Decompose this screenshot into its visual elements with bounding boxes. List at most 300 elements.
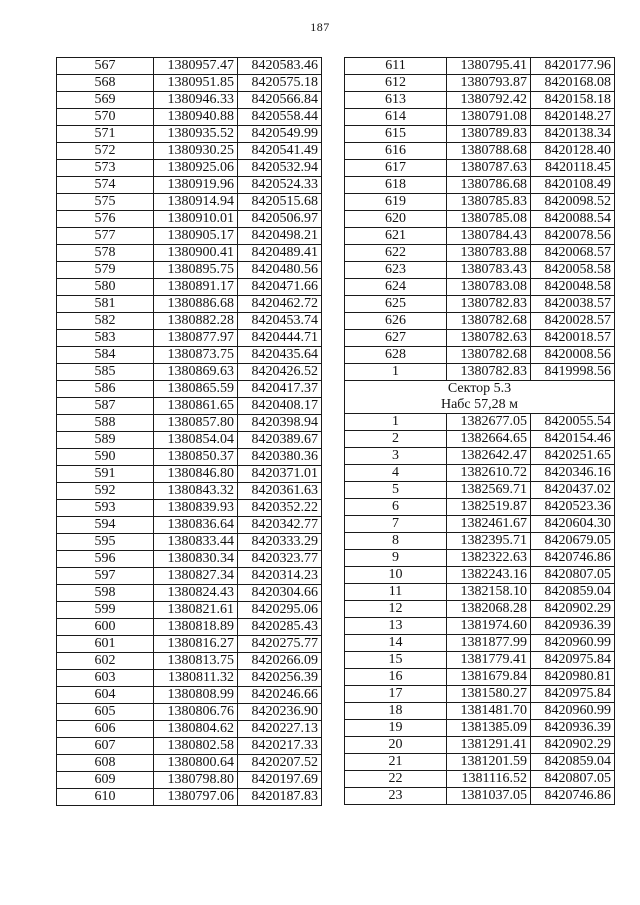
point-number-cell: 576 (57, 211, 154, 228)
y-coordinate-cell: 8420380.36 (238, 449, 322, 466)
point-number-cell: 626 (345, 313, 447, 330)
x-coordinate-cell: 1381877.99 (447, 635, 531, 652)
point-number-cell: 581 (57, 296, 154, 313)
y-coordinate-cell: 8420098.52 (531, 194, 615, 211)
y-coordinate-cell: 8420028.57 (531, 313, 615, 330)
y-coordinate-cell: 8420746.86 (531, 550, 615, 567)
point-number-cell: 570 (57, 109, 154, 126)
table-row (57, 449, 322, 466)
x-coordinate-cell: 1380877.97 (154, 330, 238, 347)
table-row (57, 109, 322, 126)
x-coordinate-cell: 1380792.42 (447, 92, 531, 109)
x-coordinate-cell: 1381291.41 (447, 737, 531, 754)
x-coordinate-cell: 1380850.37 (154, 449, 238, 466)
y-coordinate-cell: 8420859.04 (531, 584, 615, 601)
y-coordinate-cell: 8420295.06 (238, 602, 322, 619)
y-coordinate-cell: 8420408.17 (238, 398, 322, 415)
x-coordinate-cell: 1380785.08 (447, 211, 531, 228)
point-number-cell: 604 (57, 687, 154, 704)
table-row (345, 465, 615, 482)
point-number-cell: 592 (57, 483, 154, 500)
y-coordinate-cell: 8420426.52 (238, 364, 322, 381)
x-coordinate-cell: 1380787.63 (447, 160, 531, 177)
x-coordinate-cell: 1381037.05 (447, 788, 531, 805)
x-coordinate-cell: 1381580.27 (447, 686, 531, 703)
table-row (345, 499, 615, 516)
y-coordinate-cell: 8420246.66 (238, 687, 322, 704)
table-row (345, 194, 615, 211)
x-coordinate-cell: 1380791.08 (447, 109, 531, 126)
y-coordinate-cell: 8420435.64 (238, 347, 322, 364)
point-number-cell: 590 (57, 449, 154, 466)
y-coordinate-cell: 8420558.44 (238, 109, 322, 126)
table-row (345, 75, 615, 92)
y-coordinate-cell: 8420361.63 (238, 483, 322, 500)
point-number-cell: 603 (57, 670, 154, 687)
table-row (57, 143, 322, 160)
y-coordinate-cell: 8420453.74 (238, 313, 322, 330)
point-number-cell: 619 (345, 194, 447, 211)
x-coordinate-cell: 1382461.67 (447, 516, 531, 533)
x-coordinate-cell: 1380882.28 (154, 313, 238, 330)
point-number-cell: 617 (345, 160, 447, 177)
y-coordinate-cell: 8420078.56 (531, 228, 615, 245)
point-number-cell: 19 (345, 720, 447, 737)
y-coordinate-cell: 8420975.84 (531, 652, 615, 669)
table-row (345, 347, 615, 364)
x-coordinate-cell: 1380830.34 (154, 551, 238, 568)
y-coordinate-cell: 8420275.77 (238, 636, 322, 653)
table-row (345, 669, 615, 686)
y-coordinate-cell: 8420148.27 (531, 109, 615, 126)
y-coordinate-cell: 8420489.41 (238, 245, 322, 262)
point-number-cell: 606 (57, 721, 154, 738)
table-row (345, 211, 615, 228)
y-coordinate-cell: 8420008.56 (531, 347, 615, 364)
table-row (57, 721, 322, 738)
x-coordinate-cell: 1380895.75 (154, 262, 238, 279)
point-number-cell: 607 (57, 738, 154, 755)
point-number-cell: 577 (57, 228, 154, 245)
y-coordinate-cell: 8420058.58 (531, 262, 615, 279)
y-coordinate-cell: 8420055.54 (531, 414, 615, 431)
table-row (57, 755, 322, 772)
table-row (345, 788, 615, 805)
point-number-cell: 588 (57, 415, 154, 432)
y-coordinate-cell: 8420807.05 (531, 771, 615, 788)
x-coordinate-cell: 1380789.83 (447, 126, 531, 143)
x-coordinate-cell: 1380782.68 (447, 347, 531, 364)
page-number: 187 (310, 20, 330, 34)
y-coordinate-cell: 8420154.46 (531, 431, 615, 448)
point-number-cell: 1 (345, 414, 447, 431)
point-number-cell: 583 (57, 330, 154, 347)
point-number-cell: 585 (57, 364, 154, 381)
point-number-cell: 21 (345, 754, 447, 771)
y-coordinate-cell: 8420266.09 (238, 653, 322, 670)
x-coordinate-cell: 1380821.61 (154, 602, 238, 619)
table-row (345, 330, 615, 347)
point-number-cell: 572 (57, 143, 154, 160)
point-number-cell: 13 (345, 618, 447, 635)
point-number-cell: 15 (345, 652, 447, 669)
x-coordinate-cell: 1380808.99 (154, 687, 238, 704)
x-coordinate-cell: 1380839.93 (154, 500, 238, 517)
table-row (345, 279, 615, 296)
table-row (57, 500, 322, 517)
point-number-cell: 20 (345, 737, 447, 754)
x-coordinate-cell: 1380827.34 (154, 568, 238, 585)
x-coordinate-cell: 1380910.01 (154, 211, 238, 228)
point-number-cell: 598 (57, 585, 154, 602)
y-coordinate-cell: 8420314.23 (238, 568, 322, 585)
y-coordinate-cell: 8420256.39 (238, 670, 322, 687)
point-number-cell: 597 (57, 568, 154, 585)
x-coordinate-cell: 1380804.62 (154, 721, 238, 738)
x-coordinate-cell: 1382158.10 (447, 584, 531, 601)
table-row (57, 687, 322, 704)
point-number-cell: 18 (345, 703, 447, 720)
y-coordinate-cell: 8420462.72 (238, 296, 322, 313)
point-number-cell: 578 (57, 245, 154, 262)
table-row (57, 602, 322, 619)
y-coordinate-cell: 8420118.45 (531, 160, 615, 177)
y-coordinate-cell: 8419998.56 (531, 364, 615, 381)
point-number-cell: 591 (57, 466, 154, 483)
point-number-cell: 10 (345, 567, 447, 584)
point-number-cell: 613 (345, 92, 447, 109)
table-row (345, 92, 615, 109)
y-coordinate-cell: 8420444.71 (238, 330, 322, 347)
point-number-cell: 569 (57, 92, 154, 109)
y-coordinate-cell: 8420583.46 (238, 58, 322, 75)
table-row (57, 415, 322, 432)
y-coordinate-cell: 8420506.97 (238, 211, 322, 228)
y-coordinate-cell: 8420532.94 (238, 160, 322, 177)
table-row (57, 160, 322, 177)
x-coordinate-cell: 1381201.59 (447, 754, 531, 771)
table-row (57, 228, 322, 245)
x-coordinate-cell: 1380802.58 (154, 738, 238, 755)
y-coordinate-cell: 8420197.69 (238, 772, 322, 789)
x-coordinate-cell: 1380951.85 (154, 75, 238, 92)
point-number-cell: 4 (345, 465, 447, 482)
table-row (57, 279, 322, 296)
y-coordinate-cell: 8420168.08 (531, 75, 615, 92)
point-number-cell: 614 (345, 109, 447, 126)
table-row (57, 772, 322, 789)
table-row (345, 584, 615, 601)
point-number-cell: 11 (345, 584, 447, 601)
point-number-cell: 594 (57, 517, 154, 534)
point-number-cell: 14 (345, 635, 447, 652)
table-row (57, 483, 322, 500)
y-coordinate-cell: 8420158.18 (531, 92, 615, 109)
x-coordinate-cell: 1380905.17 (154, 228, 238, 245)
table-row (345, 245, 615, 262)
point-number-cell: 6 (345, 499, 447, 516)
x-coordinate-cell: 1381974.60 (447, 618, 531, 635)
point-number-cell: 609 (57, 772, 154, 789)
x-coordinate-cell: 1380785.83 (447, 194, 531, 211)
point-number-cell: 608 (57, 755, 154, 772)
x-coordinate-cell: 1380946.33 (154, 92, 238, 109)
table-row (57, 789, 322, 806)
y-coordinate-cell: 8420524.33 (238, 177, 322, 194)
table-row (57, 381, 322, 398)
table-row (57, 636, 322, 653)
point-number-cell: 568 (57, 75, 154, 92)
table-row (57, 211, 322, 228)
table-row (57, 245, 322, 262)
table-row (345, 58, 615, 75)
point-number-cell: 573 (57, 160, 154, 177)
sector-height-row (345, 397, 615, 414)
table-row (345, 635, 615, 652)
table-row (345, 448, 615, 465)
table-row (57, 619, 322, 636)
point-number-cell: 602 (57, 653, 154, 670)
point-number-cell: 17 (345, 686, 447, 703)
x-coordinate-cell: 1380786.68 (447, 177, 531, 194)
table-row (345, 652, 615, 669)
table-row (57, 398, 322, 415)
x-coordinate-cell: 1382642.47 (447, 448, 531, 465)
point-number-cell: 616 (345, 143, 447, 160)
x-coordinate-cell: 1382677.05 (447, 414, 531, 431)
y-coordinate-cell: 8420398.94 (238, 415, 322, 432)
x-coordinate-cell: 1382395.71 (447, 533, 531, 550)
table-row (57, 296, 322, 313)
y-coordinate-cell: 8420417.37 (238, 381, 322, 398)
x-coordinate-cell: 1380886.68 (154, 296, 238, 313)
y-coordinate-cell: 8420389.67 (238, 432, 322, 449)
coordinates-table-right (344, 57, 615, 805)
point-number-cell: 621 (345, 228, 447, 245)
y-coordinate-cell: 8420323.77 (238, 551, 322, 568)
point-number-cell: 5 (345, 482, 447, 499)
x-coordinate-cell: 1382243.16 (447, 567, 531, 584)
y-coordinate-cell: 8420048.58 (531, 279, 615, 296)
x-coordinate-cell: 1382610.72 (447, 465, 531, 482)
table-row (345, 482, 615, 499)
x-coordinate-cell: 1380833.44 (154, 534, 238, 551)
point-number-cell: 574 (57, 177, 154, 194)
x-coordinate-cell: 1380816.27 (154, 636, 238, 653)
point-number-cell: 8 (345, 533, 447, 550)
table-row (345, 516, 615, 533)
y-coordinate-cell: 8420342.77 (238, 517, 322, 534)
table-row (345, 126, 615, 143)
y-coordinate-cell: 8420236.90 (238, 704, 322, 721)
y-coordinate-cell: 8420018.57 (531, 330, 615, 347)
y-coordinate-cell: 8420371.01 (238, 466, 322, 483)
table-row (57, 585, 322, 602)
table-row (57, 330, 322, 347)
table-row (345, 296, 615, 313)
point-number-cell: 571 (57, 126, 154, 143)
x-coordinate-cell: 1380793.87 (447, 75, 531, 92)
x-coordinate-cell: 1380783.43 (447, 262, 531, 279)
y-coordinate-cell: 8420187.83 (238, 789, 322, 806)
point-number-cell: 586 (57, 381, 154, 398)
point-number-cell: 610 (57, 789, 154, 806)
y-coordinate-cell: 8420498.21 (238, 228, 322, 245)
y-coordinate-cell: 8420902.29 (531, 737, 615, 754)
y-coordinate-cell: 8420227.13 (238, 721, 322, 738)
table-row (345, 262, 615, 279)
point-number-cell: 620 (345, 211, 447, 228)
x-coordinate-cell: 1382519.87 (447, 499, 531, 516)
table-row (345, 414, 615, 431)
y-coordinate-cell: 8420566.84 (238, 92, 322, 109)
point-number-cell: 587 (57, 398, 154, 415)
y-coordinate-cell: 8420859.04 (531, 754, 615, 771)
y-coordinate-cell: 8420471.66 (238, 279, 322, 296)
point-number-cell: 567 (57, 58, 154, 75)
x-coordinate-cell: 1380900.41 (154, 245, 238, 262)
x-coordinate-cell: 1380782.83 (447, 364, 531, 381)
point-number-cell: 584 (57, 347, 154, 364)
x-coordinate-cell: 1380925.06 (154, 160, 238, 177)
y-coordinate-cell: 8420746.86 (531, 788, 615, 805)
table-row (345, 160, 615, 177)
table-row (57, 670, 322, 687)
x-coordinate-cell: 1380798.80 (154, 772, 238, 789)
point-number-cell: 618 (345, 177, 447, 194)
y-coordinate-cell: 8420515.68 (238, 194, 322, 211)
point-number-cell: 595 (57, 534, 154, 551)
y-coordinate-cell: 8420541.49 (238, 143, 322, 160)
table-row (57, 738, 322, 755)
x-coordinate-cell: 1380891.17 (154, 279, 238, 296)
x-coordinate-cell: 1380788.68 (447, 143, 531, 160)
y-coordinate-cell: 8420575.18 (238, 75, 322, 92)
table-row (57, 313, 322, 330)
y-coordinate-cell: 8420975.84 (531, 686, 615, 703)
point-number-cell: 596 (57, 551, 154, 568)
x-coordinate-cell: 1380914.94 (154, 194, 238, 211)
y-coordinate-cell: 8420068.57 (531, 245, 615, 262)
x-coordinate-cell: 1380818.89 (154, 619, 238, 636)
x-coordinate-cell: 1380782.63 (447, 330, 531, 347)
table-row (345, 313, 615, 330)
y-coordinate-cell: 8420138.34 (531, 126, 615, 143)
y-coordinate-cell: 8420346.16 (531, 465, 615, 482)
x-coordinate-cell: 1380854.04 (154, 432, 238, 449)
table-row (345, 771, 615, 788)
table-row (345, 533, 615, 550)
point-number-cell: 579 (57, 262, 154, 279)
y-coordinate-cell: 8420936.39 (531, 720, 615, 737)
x-coordinate-cell: 1380806.76 (154, 704, 238, 721)
table-row (57, 517, 322, 534)
y-coordinate-cell: 8420038.57 (531, 296, 615, 313)
x-coordinate-cell: 1380836.64 (154, 517, 238, 534)
y-coordinate-cell: 8420604.30 (531, 516, 615, 533)
x-coordinate-cell: 1380782.68 (447, 313, 531, 330)
x-coordinate-cell: 1380800.64 (154, 755, 238, 772)
y-coordinate-cell: 8420128.40 (531, 143, 615, 160)
y-coordinate-cell: 8420679.05 (531, 533, 615, 550)
x-coordinate-cell: 1380930.25 (154, 143, 238, 160)
point-number-cell: 622 (345, 245, 447, 262)
table-row (345, 737, 615, 754)
x-coordinate-cell: 1381779.41 (447, 652, 531, 669)
x-coordinate-cell: 1382664.65 (447, 431, 531, 448)
x-coordinate-cell: 1380846.80 (154, 466, 238, 483)
table-row (57, 347, 322, 364)
point-number-cell: 575 (57, 194, 154, 211)
table-row (57, 92, 322, 109)
coordinates-table-left (56, 57, 322, 806)
table-row (345, 703, 615, 720)
x-coordinate-cell: 1380843.32 (154, 483, 238, 500)
table-row (57, 126, 322, 143)
table-row (57, 432, 322, 449)
table-row (57, 466, 322, 483)
x-coordinate-cell: 1382068.28 (447, 601, 531, 618)
point-number-cell: 2 (345, 431, 447, 448)
x-coordinate-cell: 1380783.08 (447, 279, 531, 296)
point-number-cell: 628 (345, 347, 447, 364)
y-coordinate-cell: 8420304.66 (238, 585, 322, 602)
point-number-cell: 625 (345, 296, 447, 313)
sector-title-row (345, 381, 615, 398)
point-number-cell: 601 (57, 636, 154, 653)
y-coordinate-cell: 8420960.99 (531, 635, 615, 652)
y-coordinate-cell: 8420285.43 (238, 619, 322, 636)
y-coordinate-cell: 8420807.05 (531, 567, 615, 584)
table-row (345, 550, 615, 567)
table-row (57, 568, 322, 585)
table-row (345, 601, 615, 618)
x-coordinate-cell: 1380813.75 (154, 653, 238, 670)
y-coordinate-cell: 8420251.65 (531, 448, 615, 465)
x-coordinate-cell: 1380873.75 (154, 347, 238, 364)
point-number-cell: 7 (345, 516, 447, 533)
point-number-cell: 1 (345, 364, 447, 381)
point-number-cell: 589 (57, 432, 154, 449)
point-number-cell: 22 (345, 771, 447, 788)
y-coordinate-cell: 8420902.29 (531, 601, 615, 618)
table-row (345, 177, 615, 194)
table-row (345, 567, 615, 584)
y-coordinate-cell: 8420088.54 (531, 211, 615, 228)
point-number-cell: 612 (345, 75, 447, 92)
x-coordinate-cell: 1382322.63 (447, 550, 531, 567)
y-coordinate-cell: 8420217.33 (238, 738, 322, 755)
sector-title: Сектор 5.3 (345, 381, 615, 398)
y-coordinate-cell: 8420523.36 (531, 499, 615, 516)
x-coordinate-cell: 1380861.65 (154, 398, 238, 415)
y-coordinate-cell: 8420549.99 (238, 126, 322, 143)
y-coordinate-cell: 8420960.99 (531, 703, 615, 720)
y-coordinate-cell: 8420352.22 (238, 500, 322, 517)
table-row (57, 704, 322, 721)
table-row (57, 262, 322, 279)
x-coordinate-cell: 1380919.96 (154, 177, 238, 194)
point-number-cell: 624 (345, 279, 447, 296)
table-row (57, 58, 322, 75)
table-row (57, 75, 322, 92)
point-number-cell: 627 (345, 330, 447, 347)
y-coordinate-cell: 8420437.02 (531, 482, 615, 499)
x-coordinate-cell: 1380957.47 (154, 58, 238, 75)
table-row (57, 551, 322, 568)
y-coordinate-cell: 8420936.39 (531, 618, 615, 635)
x-coordinate-cell: 1380935.52 (154, 126, 238, 143)
